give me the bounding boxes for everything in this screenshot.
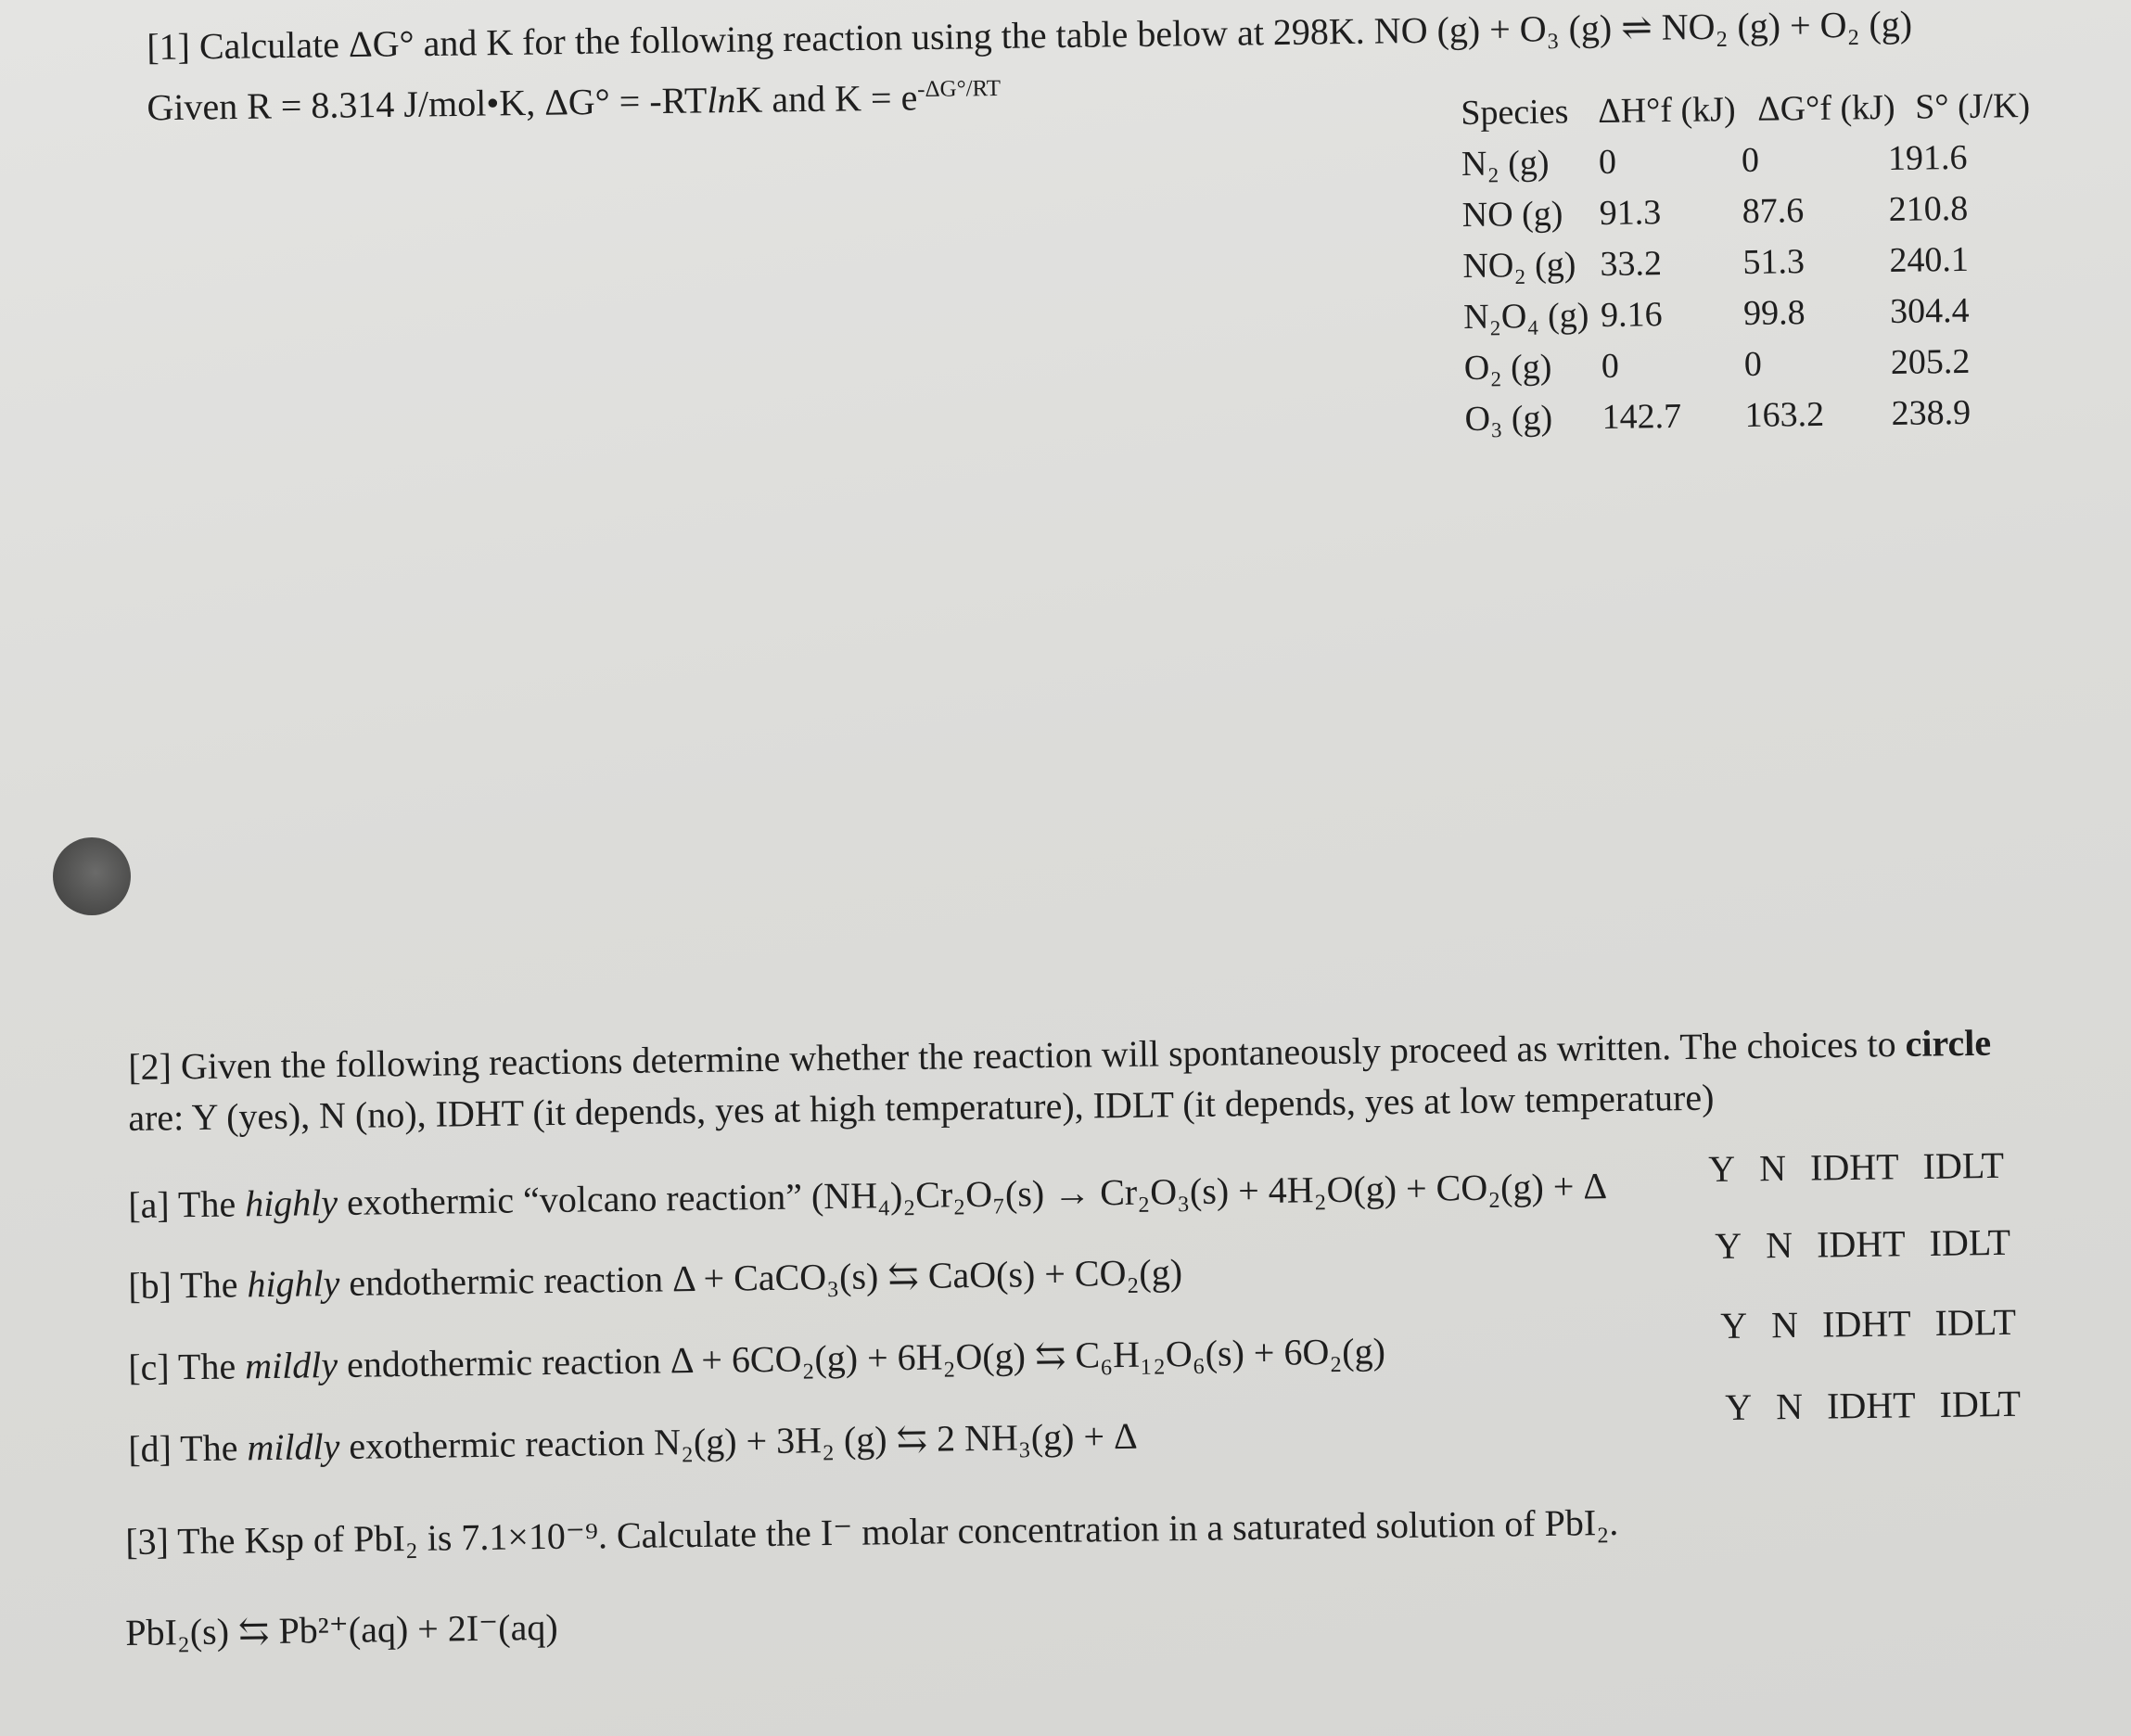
header-s: S° (J/K) xyxy=(1914,85,2031,127)
cell-dg: 163.2 xyxy=(1744,394,1825,436)
header-dh: ΔH°f (kJ) xyxy=(1598,90,1736,132)
item-emphasis: highly xyxy=(244,1181,338,1225)
choice-n[interactable]: N xyxy=(1770,1303,1799,1347)
q2-prompt-text: [2] Given the following reactions determine whether the reaction will spontaneously proceed as written. The choices to xyxy=(128,1022,1906,1088)
table-row xyxy=(1462,290,1970,343)
cell-species: O₂ (g) xyxy=(1463,347,1552,388)
q1-given-text: Given R = 8.314 J/mol•K, ΔG° = -RT xyxy=(147,79,708,129)
binder-hole xyxy=(53,837,131,915)
choice-idlt[interactable]: IDLT xyxy=(1922,1143,2005,1187)
q1-ln: ln xyxy=(707,79,736,121)
choice-n[interactable]: N xyxy=(1758,1146,1787,1190)
cell-s: 210.8 xyxy=(1888,188,1969,229)
table-row xyxy=(1463,341,1971,394)
item-prefix: [b] The xyxy=(128,1263,248,1307)
cell-species: O₃ (g) xyxy=(1464,398,1553,439)
cell-dh: 33.2 xyxy=(1600,244,1663,285)
q1-exponent: -ΔG°/RT xyxy=(916,75,1002,103)
cell-dg: 51.3 xyxy=(1742,242,1806,283)
item-text: exothermic reaction N₂(g) + 3H₂ (g) ⇆ 2 NH₃(g) + Δ xyxy=(339,1414,1138,1468)
cell-dh: 91.3 xyxy=(1599,193,1662,234)
q1-prompt: [1] Calculate ΔG° and K for the following reaction using the table below at 298K. NO (g) + O₃ (g) ⇌ NO₂ (g) + O₂ (g) xyxy=(147,3,1913,68)
choice-n[interactable]: N xyxy=(1775,1385,1804,1428)
cell-dg: 87.6 xyxy=(1742,191,1805,232)
cell-species: N₂ (g) xyxy=(1461,143,1550,184)
q1-given xyxy=(147,68,1001,129)
cell-dh: 9.16 xyxy=(1600,295,1663,336)
item-prefix: [c] The xyxy=(128,1345,246,1388)
cell-dh: 0 xyxy=(1601,346,1620,387)
q2-choices-d xyxy=(1725,1381,2045,1429)
item-prefix: [d] The xyxy=(128,1426,248,1470)
q2-item-c xyxy=(128,1330,1385,1389)
header-dg: ΔG°f (kJ) xyxy=(1756,87,1895,129)
choice-idht[interactable]: IDHT xyxy=(1826,1384,1916,1427)
q2-prompt-line2: are: Y (yes), N (no), IDHT (it depends, yes at high temperature), IDLT (it depends, yes at low temperature) xyxy=(128,1076,1715,1139)
choice-y[interactable]: Y xyxy=(1715,1224,1742,1267)
cell-dg: 0 xyxy=(1741,140,1760,181)
table-row xyxy=(1461,188,1969,241)
q2-item-d xyxy=(128,1415,1138,1471)
cell-s: 240.1 xyxy=(1889,239,1970,280)
cell-dh: 142.7 xyxy=(1601,396,1682,438)
q2-item-a xyxy=(128,1165,1607,1227)
header-species: Species xyxy=(1461,92,1569,133)
choice-idlt[interactable]: IDLT xyxy=(1939,1382,2022,1425)
cell-dg: 0 xyxy=(1743,344,1763,385)
q1-given-k: K and K = e xyxy=(735,76,918,121)
item-text: endothermic reaction Δ + CaCO₃(s) ⇆ CaO(s) + CO₂(g) xyxy=(339,1251,1183,1305)
choice-y[interactable]: Y xyxy=(1725,1385,1753,1428)
item-emphasis: mildly xyxy=(247,1425,340,1469)
cell-dg: 99.8 xyxy=(1742,293,1806,334)
cell-species: NO (g) xyxy=(1461,194,1563,235)
q3-equation: PbI₂(s) ⇆ Pb²⁺(aq) + 2I⁻(aq) xyxy=(125,1605,558,1653)
cell-s: 304.4 xyxy=(1889,290,1970,331)
choice-idlt[interactable]: IDLT xyxy=(1929,1220,2011,1264)
choice-idht[interactable]: IDHT xyxy=(1821,1302,1911,1346)
q3-prompt: [3] The Ksp of PbI₂ is 7.1×10⁻⁹. Calculate the I⁻ molar concentration in a saturated solution of PbI₂. xyxy=(125,1500,1619,1563)
q2-choices-b xyxy=(1715,1219,2035,1268)
cell-s: 191.6 xyxy=(1887,137,1968,178)
q2-circle-word: circle xyxy=(1905,1021,1992,1065)
item-prefix: [a] The xyxy=(128,1182,246,1226)
choice-n[interactable]: N xyxy=(1765,1223,1793,1267)
cell-dh: 0 xyxy=(1598,142,1617,183)
choice-y[interactable]: Y xyxy=(1720,1304,1748,1347)
choice-idht[interactable]: IDHT xyxy=(1816,1222,1906,1266)
choice-y[interactable]: Y xyxy=(1708,1147,1736,1190)
item-text: endothermic reaction Δ + 6CO₂(g) + 6H₂O(g) ⇆ C₆H₁₂O₆(s) + 6O₂(g) xyxy=(337,1330,1386,1386)
cell-s: 205.2 xyxy=(1890,341,1971,382)
choice-idht[interactable]: IDHT xyxy=(1809,1145,1899,1189)
cell-s: 238.9 xyxy=(1891,392,1971,433)
choice-idlt[interactable]: IDLT xyxy=(1934,1300,2017,1344)
table-row xyxy=(1461,137,1968,190)
item-text: exothermic “volcano reaction” (NH₄)₂Cr₂O₇(s) → Cr₂O₃(s) + 4H₂O(g) + CO₂(g) + Δ xyxy=(337,1165,1608,1224)
item-emphasis: mildly xyxy=(244,1344,338,1387)
table-row xyxy=(1462,239,1970,292)
table-row xyxy=(1464,392,1971,445)
q2-choices-a xyxy=(1708,1142,2028,1191)
cell-species: N₂O₄ (g) xyxy=(1462,296,1589,337)
q2-item-b xyxy=(128,1251,1182,1308)
q2-choices-c xyxy=(1720,1299,2040,1347)
cell-species: NO₂ (g) xyxy=(1462,245,1576,286)
item-emphasis: highly xyxy=(247,1262,340,1306)
